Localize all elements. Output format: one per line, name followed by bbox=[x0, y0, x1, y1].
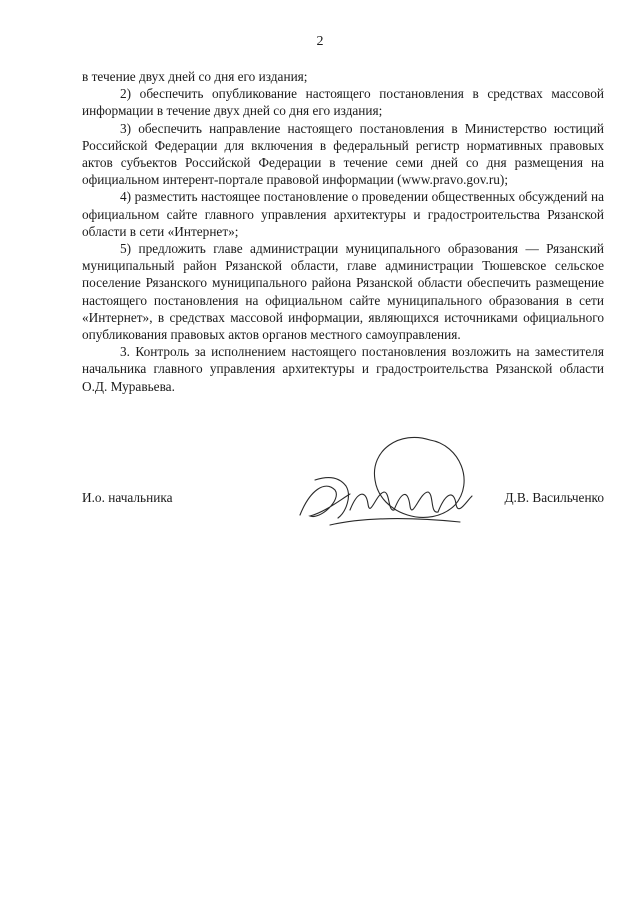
signatory-title: И.о. начальника bbox=[82, 490, 173, 505]
paragraph-item-2: 2) обеспечить опубликование настоящего постановления в средствах массовой информации в течение двух дней со дня его издания; bbox=[82, 86, 604, 119]
signature-block bbox=[82, 490, 604, 530]
page-number: 2 bbox=[316, 34, 324, 49]
document-body bbox=[82, 68, 604, 395]
paragraph-item-4: 4) разместить настоящее постановление о проведении общественных обсуждений на официальном сайте главного управления архитектуры и градостроительства Рязанской области в сети «Интернет»; bbox=[82, 189, 604, 239]
paragraph-item-3: 3) обеспечить направление настоящего постановления в Министерство юстиций Российской Федерации для включения в федеральный регистр нормативных правовых актов субъектов Российской Федерации в течение семи дней со дня размещения на официальном интерент-портале правовой информации (www.pravo.gov.ru); bbox=[82, 120, 604, 188]
paragraph-continuation: в течение двух дней со дня его издания; bbox=[82, 69, 308, 84]
paragraph-control-clause: 3. Контроль за исполнением настоящего постановления возложить на заместителя начальника главного управления архитектуры и градостроительства Рязанской области О.Д. Муравьева. bbox=[82, 344, 604, 394]
handwritten-signature bbox=[280, 420, 480, 550]
paragraph-item-5: 5) предложить главе администрации муниципального образования — Рязанский муниципальный район Рязанской области, главе администрации Тюшевское сельское поселение Рязанского муниципального района Рязанской области обеспечить размещение настоящего постановления на официальном сайте муниципального образования в сети «Интернет», в средствах массовой информации, являющихся источниками официального опубликования правовых актов органов местного самоуправления. bbox=[82, 241, 604, 343]
signatory-name: Д.В. Васильченко bbox=[504, 490, 604, 505]
